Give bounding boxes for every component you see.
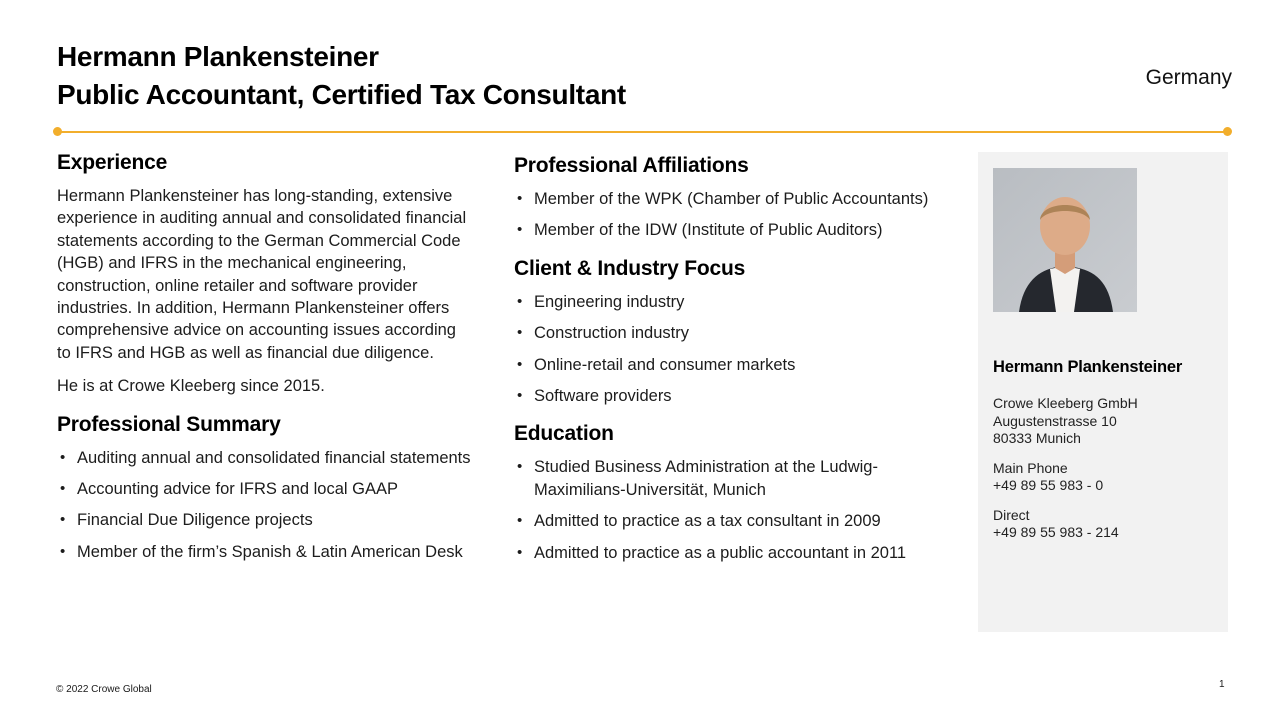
contact-name: Hermann Plankensteiner bbox=[993, 358, 1183, 376]
affiliations-list bbox=[514, 188, 944, 242]
list-item: • Software providers bbox=[514, 385, 944, 407]
contact-card bbox=[978, 152, 1228, 632]
direct-label: Direct bbox=[993, 506, 1030, 523]
slide-title-role: Public Accountant, Certified Tax Consultant bbox=[57, 79, 626, 110]
contact-street: Augustenstrasse 10 bbox=[993, 412, 1117, 429]
list-item: • Online-retail and consumer markets bbox=[514, 354, 944, 376]
list-item: • Admitted to practice as a tax consultant in 2009 bbox=[514, 510, 944, 532]
list-item: • Auditing annual and consolidated financial statements bbox=[57, 447, 474, 469]
affiliations-heading: Professional Affiliations bbox=[514, 154, 749, 177]
divider-line bbox=[59, 131, 1226, 133]
client-industry-heading: Client & Industry Focus bbox=[514, 256, 746, 280]
list-item: • Studied Business Administration at the Ludwig-Maximilians-Universität, Munich bbox=[514, 456, 944, 501]
client-industry-list bbox=[514, 291, 944, 408]
list-item: • Admitted to practice as a public accountant in 2011 bbox=[514, 542, 944, 564]
professional-summary-heading: Professional Summary bbox=[57, 412, 281, 436]
experience-heading: Experience bbox=[57, 151, 168, 174]
portrait-photo bbox=[993, 168, 1137, 312]
education-heading: Education bbox=[514, 422, 614, 446]
contact-main-phone bbox=[993, 460, 1213, 495]
list-item: • Member of the firm’s Spanish & Latin American Desk bbox=[57, 541, 474, 563]
accent-divider bbox=[57, 127, 1228, 136]
copyright-text: © 2022 Crowe Global bbox=[56, 684, 152, 695]
experience-paragraph: Hermann Plankensteiner has long-standing, extensive experience in auditing annual and consolidated financial statements according to the German Commercial Code (HGB) and IFRS in the mechanical engineering, construction, online retailer and software provider industries. In addition, Hermann Plankensteiner offers comprehensive advice on accounting issues according to IFRS and HGB as well as financial due diligence. bbox=[57, 187, 467, 362]
list-item: • Engineering industry bbox=[514, 291, 944, 313]
professional-summary-list bbox=[57, 447, 474, 564]
slide-title bbox=[57, 38, 626, 114]
divider-right-dot bbox=[1223, 127, 1232, 136]
region-label: Germany bbox=[1145, 66, 1232, 89]
contact-direct-phone bbox=[993, 507, 1213, 542]
list-item: • Accounting advice for IFRS and local GAAP bbox=[57, 478, 474, 500]
list-item: • Member of the IDW (Institute of Public Auditors) bbox=[514, 219, 944, 241]
education-list bbox=[514, 456, 944, 564]
left-column bbox=[57, 150, 474, 572]
contact-address bbox=[993, 395, 1213, 448]
main-phone-number: +49 89 55 983 - 0 bbox=[993, 477, 1104, 493]
list-item: • Financial Due Diligence projects bbox=[57, 509, 474, 531]
contact-company: Crowe Kleeberg GmbH bbox=[993, 395, 1138, 411]
slide-title-name: Hermann Plankensteiner bbox=[57, 41, 379, 72]
list-item: • Member of the WPK (Chamber of Public Accountants) bbox=[514, 188, 944, 210]
direct-number: +49 89 55 983 - 214 bbox=[993, 524, 1119, 540]
list-item: • Construction industry bbox=[514, 322, 944, 344]
contact-city: 80333 Munich bbox=[993, 430, 1081, 446]
experience-tenure: He is at Crowe Kleeberg since 2015. bbox=[57, 377, 325, 396]
middle-column bbox=[514, 150, 944, 573]
main-phone-label: Main Phone bbox=[993, 459, 1068, 476]
page-number: 1 bbox=[1219, 679, 1225, 690]
